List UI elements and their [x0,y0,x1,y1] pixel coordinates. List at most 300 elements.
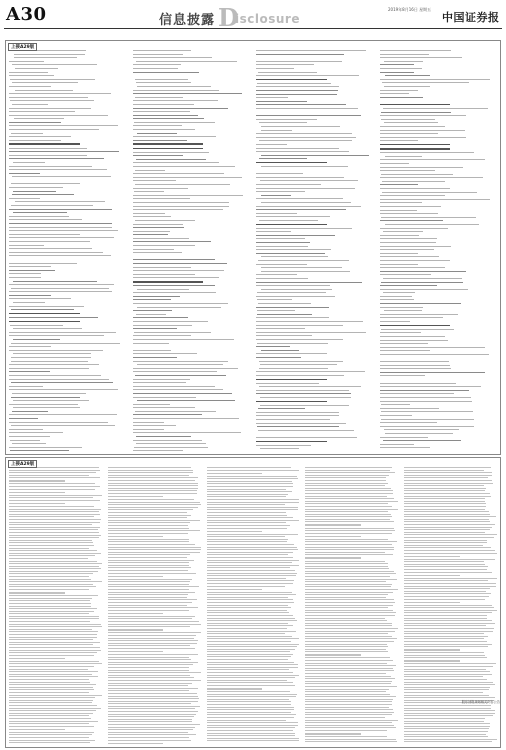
text-line [133,357,178,358]
text-line [404,628,494,629]
text-line [108,708,195,709]
text-line [256,371,365,372]
text-line [134,447,208,448]
text-line [305,654,361,656]
text-line [256,401,327,403]
text-line [305,725,393,726]
text-line [9,368,89,369]
text-line [380,361,449,362]
text-line [9,511,99,512]
text-line [9,522,100,523]
text-line [380,90,419,91]
text-line [207,615,293,616]
issue-date: 2019年8月16日 星期五 [388,7,432,12]
text-line [13,212,67,213]
text-line [108,584,189,585]
text-line [305,589,398,590]
text-line [305,649,386,650]
text-line [305,720,398,721]
text-line [404,599,485,600]
text-line [305,736,387,737]
text-line [305,733,361,735]
text-line [404,674,492,675]
text-line [133,343,169,344]
text-line [259,220,319,221]
text-line [380,100,498,101]
text-line [404,692,483,693]
text-line [207,662,294,663]
text-line [305,615,395,616]
text-line [380,365,451,366]
text-line [256,119,317,120]
text-line [133,57,213,58]
section-english-initial: D [218,3,239,32]
text-line [305,699,392,700]
text-line [9,497,93,498]
text-line [9,726,94,727]
text-line [108,618,192,619]
text-line [9,386,43,387]
text-line [380,242,436,243]
text-line [9,169,107,170]
text-line [108,536,164,538]
text-line [207,565,300,566]
text-line [108,579,192,580]
text-line [305,618,385,619]
text-line [380,115,467,116]
text-line [404,710,495,711]
text-line [305,631,395,632]
text-line [108,734,196,735]
text-line [133,72,200,73]
text-line [404,566,488,567]
text-line [9,125,118,126]
text-line [305,573,396,574]
text-line [9,245,44,246]
text-line [380,206,441,207]
text-line [207,496,287,497]
text-line [9,710,96,711]
text-line [404,723,490,724]
text-line [256,75,359,76]
text-line [9,234,80,235]
text-line [305,741,397,742]
text-line [9,548,89,549]
text-line [382,82,469,83]
text-line [133,432,241,433]
text-line [305,488,390,489]
text-line [9,306,84,307]
text-line [108,605,187,606]
text-line [133,54,184,55]
text-line [9,111,75,112]
text-line [380,133,439,134]
text-line [305,516,391,517]
text-columns [9,467,497,744]
text-line [257,299,292,300]
text-line [380,336,446,337]
text-line [133,234,168,235]
text-line [207,709,294,710]
text-line [305,554,392,555]
text-line [256,339,343,340]
text-line [207,727,295,728]
text-line [305,670,393,671]
text-line [108,502,200,503]
text-line [133,180,176,181]
text-line [108,737,189,738]
text-line [133,418,240,419]
text-line [9,519,101,520]
text-line [256,328,305,329]
text-line [380,422,438,423]
text-line [133,296,180,297]
text-line [133,263,227,264]
text-line [9,718,91,719]
text-line [135,97,183,98]
text-line [108,493,197,494]
text-line [207,525,291,526]
text-line [9,705,97,706]
text-line [256,441,327,443]
block-footnote: 股东回报规划相关内容公告 [461,700,500,704]
text-line [207,560,300,561]
continuation-label: 上接A29版 [8,43,37,51]
text-line [133,393,233,394]
text-line [256,90,338,91]
text-line [207,554,289,555]
text-line [256,115,361,116]
text-line [9,216,69,217]
text-line [9,266,51,267]
text-line [380,307,423,308]
text-line [9,566,99,567]
text-line [9,506,94,507]
text-line [133,227,185,228]
text-line [207,583,293,584]
text-line [207,677,295,678]
text-line [259,361,344,362]
text-line [380,260,449,261]
text-line [108,670,190,671]
text-line [11,133,43,134]
text-line [133,335,192,336]
text-line [12,393,86,394]
text-line [133,277,220,278]
text-line [9,472,96,473]
text-line [207,644,300,645]
text-line [256,379,327,381]
text-line [133,231,171,232]
text-line [9,603,91,604]
text-line [207,499,300,500]
text-line [380,347,486,348]
text-line [207,575,296,576]
text-line [404,612,492,613]
text-line [133,285,215,286]
text-line [12,82,78,83]
text-line [404,682,493,683]
text-line [305,704,391,705]
text-line [305,660,392,661]
text-line [9,734,92,735]
text-line [108,586,199,587]
text-line [108,467,192,468]
text-line [207,486,293,487]
text-line [258,303,311,304]
text-line [404,676,483,677]
text-line [256,133,352,134]
text-line [305,490,392,491]
text-line [207,701,291,702]
text-line [9,644,93,645]
text-line [305,636,391,637]
text-line [404,575,460,577]
text-line [404,553,497,554]
text-line [9,108,91,109]
text-line [108,607,198,608]
text-line [9,682,90,683]
text-line [15,90,74,91]
text-line [261,166,348,167]
text-line [9,97,88,98]
text-line [108,645,191,646]
text-line [133,281,204,283]
text-line [404,739,497,740]
text-line [9,700,93,701]
text-line [380,289,468,290]
text-line [256,235,335,236]
text-line [108,520,200,521]
text-line [256,317,329,318]
text-line [133,404,171,405]
text-line [207,522,287,523]
text-line [133,173,225,174]
text-line [305,644,387,645]
text-line [305,607,388,608]
text-line [108,539,189,540]
text-line [305,717,385,718]
text-line [9,277,41,278]
text-line [207,481,292,482]
text-line [9,708,101,709]
text-line [305,549,394,550]
text-line [207,636,292,637]
text-line [9,586,96,587]
text-line [9,284,114,285]
text-line [133,90,220,91]
text-line [133,206,229,207]
text-line [261,195,292,196]
text-line [9,595,98,596]
text-line [404,679,487,680]
text-line [256,274,297,275]
text-column-4 [305,467,398,744]
text-line [136,443,207,444]
text-line [404,655,485,656]
text-line [380,188,451,189]
text-line [9,241,90,242]
text-line [108,690,189,691]
text-column-2 [108,467,201,744]
text-line [14,57,77,58]
text-line [108,522,191,523]
text-line [380,177,483,178]
text-line [305,641,394,642]
text-line [207,659,289,660]
text-line [9,545,94,546]
text-line [133,104,194,105]
text-line [9,637,97,638]
text-line [207,494,289,495]
text-line [9,631,98,632]
text-line [256,231,291,232]
text-line [135,79,188,80]
text-line [9,350,103,351]
text-line [9,613,89,614]
text-line [404,511,488,512]
text-line [10,440,41,441]
text-line [380,228,448,229]
text-line [9,621,90,622]
text-line [9,740,95,741]
text-line [108,638,194,639]
text-line [9,187,63,188]
text-line [404,649,460,651]
text-line [261,350,300,351]
text-line [207,628,288,629]
text-line [108,635,196,636]
text-line [305,514,390,515]
text-line [14,54,85,55]
text-line [207,570,295,571]
text-line [133,177,242,178]
text-line [108,719,192,720]
text-line [133,245,195,246]
text-line [9,122,61,123]
text-line [108,552,200,553]
text-line [9,671,98,672]
text-line [9,404,78,405]
text-line [108,740,192,741]
text-line [380,210,416,211]
text-line [381,419,474,420]
text-line [305,681,391,682]
text-line [13,281,96,282]
text-line [383,292,415,293]
text-line [108,602,192,603]
text-line [380,72,414,73]
text-line [305,625,391,626]
text-line [261,267,342,268]
text-column-3 [207,467,300,744]
text-line [305,509,398,510]
text-line [9,576,89,577]
text-line [108,565,189,566]
text-line [256,238,305,239]
text-line [12,411,48,412]
text-line [404,506,486,507]
text-line [207,586,286,587]
text-line [258,72,317,73]
text-line [404,572,492,573]
text-line [135,184,230,185]
text-line [135,220,195,221]
text-line [12,104,48,105]
text-line [108,662,198,663]
text-line [9,535,101,536]
text-line [256,353,327,354]
text-line [108,560,194,561]
text-line [108,549,201,550]
text-line [9,414,117,415]
text-line [9,568,101,569]
text-line [108,724,200,725]
text-line [9,389,118,390]
text-line [305,678,395,679]
text-line [9,634,97,635]
text-line [133,346,251,347]
text-line [256,94,337,95]
text-line [133,118,205,119]
text-line [136,436,191,437]
text-line [9,616,99,617]
text-line [380,152,474,153]
text-line [108,499,194,500]
text-line [382,192,477,193]
text-line [108,592,195,593]
text-line [9,475,89,476]
text-line [404,705,491,706]
text-line [380,144,451,146]
text-line [256,64,314,65]
text-line [404,547,491,548]
text-line [133,317,188,318]
text-line [305,739,396,740]
text-line [108,672,201,673]
text-line [133,249,174,250]
text-line [9,489,95,490]
text-line [108,632,201,633]
text-line [256,162,327,164]
text-line [381,404,410,405]
text-line [108,562,190,563]
text-line [13,302,45,303]
text-line [380,163,409,164]
text-line [108,698,199,699]
text-line [207,638,300,639]
text-line [256,57,374,58]
text-line [136,82,191,83]
text-line [108,477,198,478]
text-line [108,659,192,660]
text-line [305,511,388,512]
text-line [133,292,216,293]
text-line [133,350,172,351]
text-line [207,620,297,621]
text-line [207,470,300,471]
text-line [9,480,65,482]
text-line [256,86,339,87]
text-line [135,411,216,412]
text-line [305,579,397,580]
text-line [384,310,423,311]
text-line [207,699,290,700]
text-line [207,549,298,550]
text-line [9,516,94,517]
text-line [404,490,485,491]
text-line [404,475,492,476]
